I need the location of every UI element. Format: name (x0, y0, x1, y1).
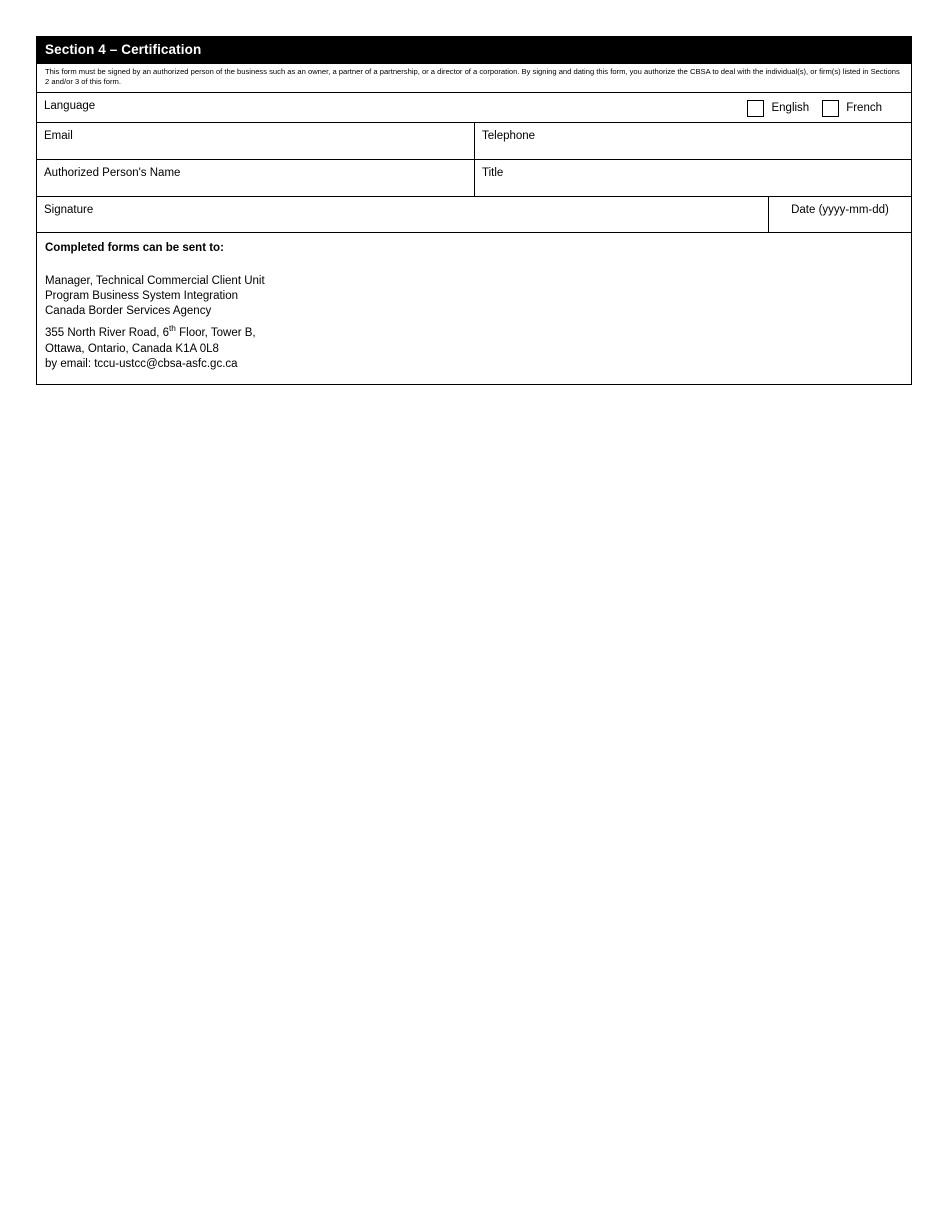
authorized-person-field[interactable] (37, 160, 474, 196)
certification-form (36, 36, 912, 385)
submission-address-block (37, 233, 911, 384)
language-option-english[interactable] (747, 100, 822, 117)
language-field[interactable] (37, 93, 747, 113)
language-label: Language (44, 100, 96, 113)
address-street-suffix: Floor, Tower B, (175, 327, 256, 340)
address-line-street (45, 326, 903, 341)
language-option-french[interactable] (822, 100, 895, 117)
signature-label: Signature (44, 204, 94, 217)
language-option-english-label: English (771, 102, 810, 115)
submission-address-title: Completed forms can be sent to: (45, 242, 224, 255)
date-label: Date (yyyy-mm-dd) (791, 204, 889, 217)
instruction-row (37, 64, 911, 94)
title-label: Title (482, 167, 504, 180)
signature-date-row (37, 197, 911, 233)
checkbox-english-icon[interactable] (747, 100, 764, 117)
address-line-manager: Manager, Technical Commercial Client Unit (45, 274, 265, 287)
telephone-field[interactable] (474, 123, 911, 159)
name-title-row (37, 160, 911, 197)
address-street-ordinal: th (169, 324, 176, 334)
signature-field[interactable] (37, 197, 768, 232)
date-field[interactable] (768, 197, 911, 232)
language-option-french-label: French (846, 102, 882, 115)
authorized-person-label: Authorized Person's Name (44, 167, 181, 180)
instruction-text: This form must be signed by an authorized person of the business such as an owner, a partner of a partnership, or a director of a corporation. By signing and dating this form, you authorize the CBSA to deal with the individual(s), or firm(s) listed in Sections 2 and/or 3 of this form. (45, 66, 900, 87)
language-row (37, 93, 911, 123)
email-telephone-row (37, 123, 911, 160)
address-line-agency: Canada Border Services Agency (45, 305, 212, 318)
address-line-city: Ottawa, Ontario, Canada K1A 0L8 (45, 342, 219, 355)
address-street-prefix: 355 North River Road, 6 (45, 327, 170, 340)
address-line-program: Program Business System Integration (45, 290, 239, 303)
section-header-title: Section 4 – Certification (37, 37, 911, 64)
email-label: Email (44, 130, 73, 143)
email-field[interactable] (37, 123, 474, 159)
title-field[interactable] (474, 160, 911, 196)
telephone-label: Telephone (482, 130, 536, 143)
address-line-email: by email: tccu-ustcc@cbsa-asfc.gc.ca (45, 357, 238, 370)
checkbox-french-icon[interactable] (822, 100, 839, 117)
language-options-group (747, 93, 911, 123)
